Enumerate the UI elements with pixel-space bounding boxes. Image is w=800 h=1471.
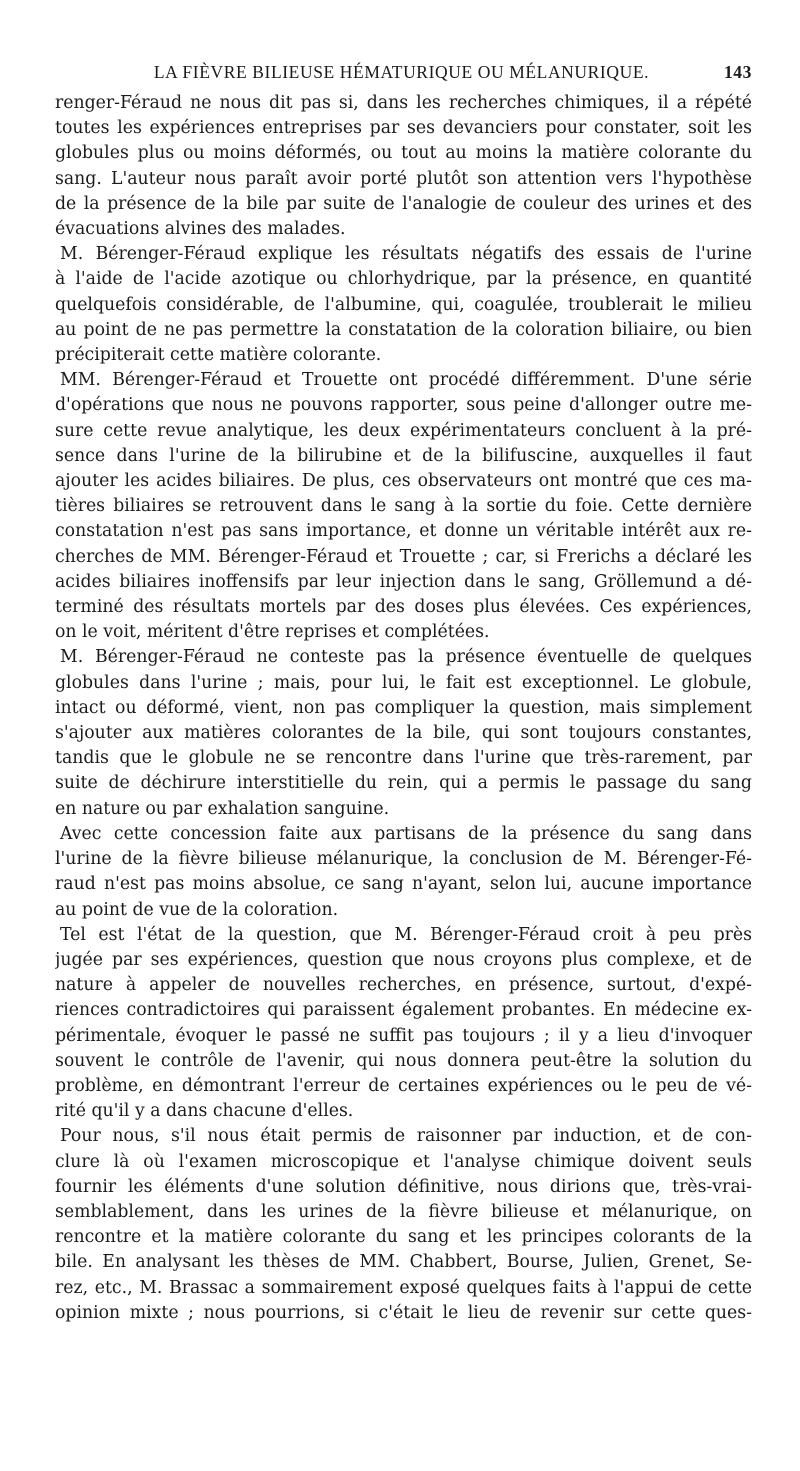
text-line: rencontre et la matière colorante du sang et les principes colorants de la <box>55 1227 752 1248</box>
text-line: problème, en démontrant l'erreur de certaines expériences ou le peu de vé- <box>55 1075 752 1096</box>
text-line: au point de ne pas permettre la constatation de la coloration biliaire, ou bien <box>55 319 752 340</box>
text-line: sang. L'auteur nous paraît avoir porté plutôt son attention vers l'hypothèse <box>55 168 752 189</box>
body-text <box>55 91 752 1326</box>
text-line: M. Bérenger-Féraud ne conteste pas la présence éventuelle de quelques <box>60 647 752 668</box>
text-line: l'urine de la fièvre bilieuse mélanurique, la conclusion de M. Bérenger-Fé- <box>55 849 752 870</box>
text-line: cherches de MM. Bérenger-Féraud et Trouette ; car, si Frerichs a déclaré les <box>55 546 752 567</box>
text-line: Tel est l'état de la question, que M. Bérenger-Féraud croit à peu près <box>60 924 752 945</box>
text-line: ajouter les acides biliaires. De plus, ces observateurs ont montré que ces ma- <box>55 471 752 492</box>
text-line: opinion mixte ; nous pourrions, si c'était le lieu de revenir sur cette ques- <box>55 1302 752 1323</box>
text-line: clure là où l'examen microscopique et l'analyse chimique doivent seuls <box>55 1151 752 1172</box>
text-line: Pour nous, s'il nous était permis de raisonner par induction, et de con- <box>60 1126 752 1147</box>
paragraph <box>55 1124 752 1326</box>
text-line: précipiterait cette matière colorante. <box>55 345 382 366</box>
paragraph <box>55 923 752 1125</box>
text-line: globules plus ou moins déformés, ou tout au moins la matière colorante du <box>55 143 752 164</box>
page-number: 143 <box>723 62 752 82</box>
text-line: M. Bérenger-Féraud explique les résultats négatifs des essais de l'urine <box>60 244 752 265</box>
text-line: on le voit, méritent d'être reprises et complétées. <box>55 622 490 643</box>
paragraph <box>55 242 752 368</box>
text-line: de la présence de la bile par suite de l'analogie de couleur des urines et des <box>55 193 752 214</box>
text-line: semblablement, dans les urines de la fièvre bilieuse et mélanurique, on <box>55 1201 752 1222</box>
paragraph <box>55 822 752 923</box>
text-line: souvent le contrôle de l'avenir, qui nous donnera peut-être la solution du <box>55 1050 752 1071</box>
text-line: en nature ou par exhalation sanguine. <box>55 798 390 819</box>
text-line: terminé des résultats mortels par des doses plus élevées. Ces expériences, <box>55 597 752 618</box>
text-line: d'opérations que nous ne pouvons rapporter, sous peine d'allonger outre me- <box>55 395 752 416</box>
paragraph <box>55 91 752 242</box>
text-line: riences contradictoires qui paraissent également probantes. En médecine ex- <box>55 1000 752 1021</box>
text-line: globules dans l'urine ; mais, pour lui, le fait est exceptionnel. Le globule, <box>55 672 752 693</box>
running-title: LA FIÈVRE BILIEUSE HÉMATURIQUE OU MÉLANURIQUE. <box>153 62 650 82</box>
text-line: jugée par ses expériences, question que nous croyons plus complexe, et de <box>55 949 752 970</box>
text-line: évacuations alvines des malades. <box>55 219 346 240</box>
text-line: rité qu'il y a dans chacune d'elles. <box>55 1101 354 1122</box>
text-line: sence dans l'urine de la bilirubine et de la bilifuscine, auxquelles il faut <box>55 445 752 466</box>
text-line: bile. En analysant les thèses de MM. Chabbert, Bourse, Julien, Grenet, Se- <box>55 1252 752 1273</box>
text-line: quelquefois considérable, de l'albumine, qui, coagulée, troublerait le milieu <box>55 294 752 315</box>
text-line: tandis que le globule ne se rencontre dans l'urine que très-rarement, par <box>55 748 752 769</box>
paragraph <box>55 645 752 821</box>
text-line: à l'aide de l'acide azotique ou chlorhydrique, par la présence, en quantité <box>55 269 752 290</box>
text-line: raud n'est pas moins absolue, ce sang n'ayant, selon lui, aucune importance <box>55 874 752 895</box>
text-line: au point de vue de la coloration. <box>55 899 339 920</box>
text-line: intact ou déformé, vient, non pas compliquer la question, mais simplement <box>55 697 752 718</box>
text-line: acides biliaires inoffensifs par leur injection dans le sang, Gröllemund a dé- <box>55 571 752 592</box>
text-line: fournir les éléments d'une solution définitive, nous dirions que, très-vrai- <box>55 1176 752 1197</box>
text-line: périmentale, évoquer le passé ne suffit pas toujours ; il y a lieu d'invoquer <box>55 1025 752 1046</box>
text-line: s'ajouter aux matières colorantes de la bile, qui sont toujours constantes, <box>55 723 752 744</box>
text-line: constatation n'est pas sans importance, et donne un véritable intérêt aux re- <box>55 521 752 542</box>
text-line: rez, etc., M. Brassac a sommairement exposé quelques faits à l'appui de cette <box>55 1277 752 1298</box>
text-line: renger-Féraud ne nous dit pas si, dans les recherches chimiques, il a répété <box>55 93 752 113</box>
text-line: Avec cette concession faite aux partisans de la présence du sang dans <box>60 823 752 844</box>
text-line: nature à appeler de nouvelles recherches, en présence, surtout, d'expé- <box>55 975 752 996</box>
text-line: MM. Bérenger-Féraud et Trouette ont procédé différemment. D'une série <box>60 370 752 391</box>
text-line: suite de déchirure interstitielle du rein, qui a permis le passage du sang <box>55 773 752 794</box>
paragraph <box>55 368 752 645</box>
running-head <box>55 62 752 83</box>
text-line: tières biliaires se retrouvent dans le sang à la sortie du foie. Cette dernière <box>55 496 752 517</box>
text-line: toutes les expériences entreprises par ses devanciers pour constater, soit les <box>55 118 752 139</box>
text-line: sure cette revue analytique, les deux expérimentateurs concluent à la pré- <box>55 420 752 441</box>
